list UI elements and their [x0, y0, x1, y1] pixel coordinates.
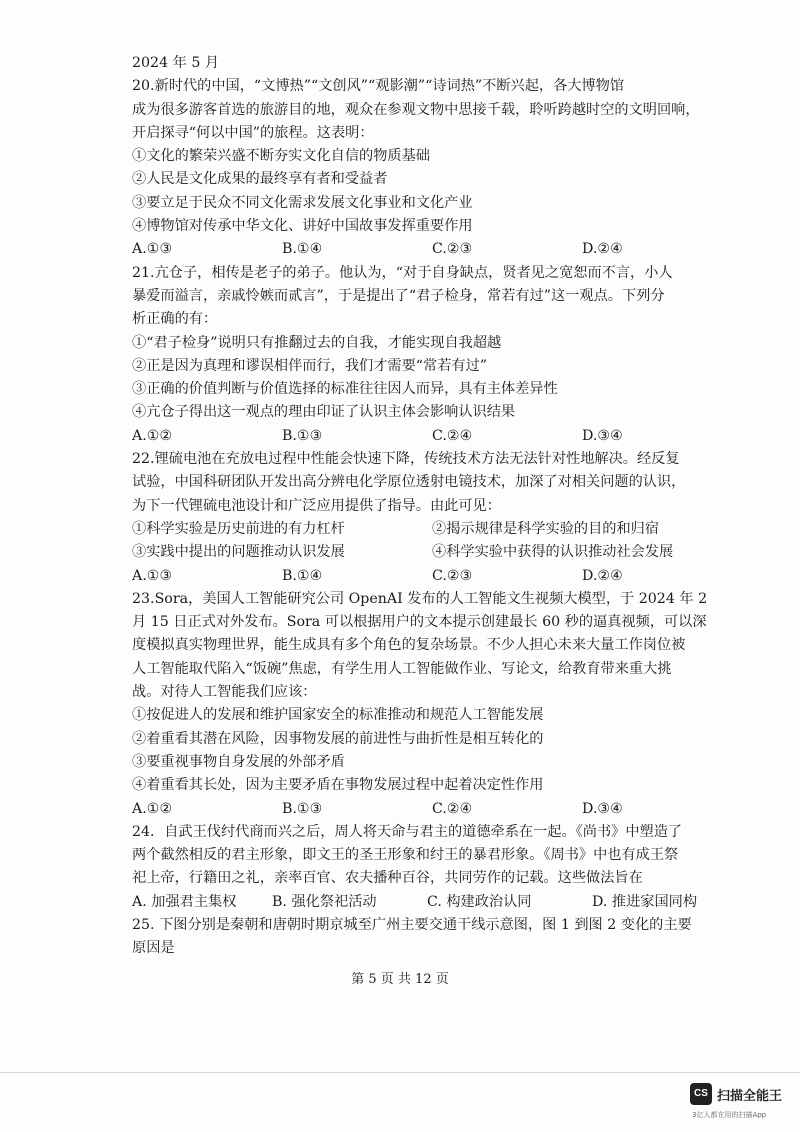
q24-option-d: D. 推进家国同构 [592, 893, 698, 910]
camscanner-logo-icon: CS [690, 1083, 712, 1105]
q20-option-d: D.②④ [582, 241, 623, 258]
q20-line: 20.新时代的中国，“文博热”“文创风”“观影潮”“诗词热”不断兴起，各大博物馆 [132, 78, 625, 95]
q21-options [132, 425, 732, 448]
q23-option-a: A.①② [132, 800, 173, 817]
q21-statement: ①“君子检身”说明只有推翻过去的自我，才能实现自我超越 [132, 334, 502, 351]
scanner-watermark [690, 1083, 790, 1123]
q23-statement: ④着重看其长处，因为主要矛盾在事物发展过程中起着决定性作用 [132, 777, 544, 794]
page-content [132, 52, 732, 961]
q21-line: 暴爱而溢言，亲戚怜嫉而贰言”，于是提出了“君子检身，常若有过”这一观点。下列分 [132, 287, 665, 304]
q21-statement: ④亢仓子得出这一观点的理由印证了认识主体会影响认识结果 [132, 404, 516, 421]
q21-option-a: A.①② [132, 427, 173, 444]
question-23 [132, 588, 732, 821]
watermark-name: 扫描全能王 [717, 1089, 783, 1104]
q22-statement: ③实践中提出的问题推动认识发展 [132, 544, 345, 561]
q21-line: 析正确的有： [132, 311, 218, 328]
q24-option-c: C. 构建政治认同 [427, 893, 532, 910]
q20-options [132, 238, 732, 261]
q22-statement: ④科学实验中获得的认识推动社会发展 [432, 544, 674, 561]
q22-statement: ①科学实验是历史前进的有力杠杆 [132, 520, 345, 537]
q22-line: 22.锂硫电池在充放电过程中性能会快速下降，传统技术方法无法针对性地解决。经反复 [132, 451, 680, 468]
q20-option-c: C.②③ [432, 241, 473, 258]
question-20 [132, 75, 732, 261]
q23-line: 战。对待人工智能我们应该： [132, 684, 317, 701]
q22-statement: ②揭示规律是科学实验的目的和归宿 [432, 520, 660, 537]
q23-line: 人工智能取代陷入“饭碗”焦虑，有学生用人工智能做作业、写论文，给教育带来重大挑 [132, 660, 672, 677]
q24-option-b: B. 强化祭祀活动 [272, 893, 377, 910]
page-number: 第 5 页 共 12 页 [351, 972, 449, 987]
q23-line: 度模拟真实物理世界，能生成具有多个角色的复杂场景。不少人担心未来大量工作岗位被 [132, 637, 686, 654]
q23-option-c: C.②④ [432, 800, 473, 817]
q23-option-b: B.①③ [282, 800, 323, 817]
q24-line: 祀上帝，行籍田之礼，亲率百官、农夫播种百谷，共同劳作的记载。这些做法旨在 [132, 870, 643, 887]
q24-option-a: A. 加强君主集权 [132, 893, 237, 910]
q24-line: 两个截然相反的君主形象，即文王的圣王形象和纣王的暴君形象。《周书》中也有成王祭 [132, 847, 679, 864]
q25-line: 原因是 [132, 940, 175, 957]
q21-option-b: B.①③ [282, 427, 323, 444]
q22-line: 为下一代锂硫电池设计和广泛应用提供了指导。由此可见： [132, 497, 501, 514]
q22-option-a: A.①③ [132, 567, 173, 584]
divider [0, 1072, 800, 1073]
q23-options [132, 798, 732, 821]
q20-statement: ①文化的繁荣兴盛不断夯实文化自信的物质基础 [132, 148, 430, 165]
q21-option-c: C.②④ [432, 427, 473, 444]
q22-option-b: B.①④ [282, 567, 323, 584]
watermark-tagline: 3亿人都在用的扫描App [692, 1111, 767, 1119]
q22-line: 试验，中国科研团队开发出高分辨电化学原位透射电镜技术，加深了对相关问题的认识， [132, 474, 686, 491]
q20-line: 开启探寻“何以中国”的旅程。这表明： [132, 124, 374, 141]
q22-statement-row [132, 541, 732, 564]
q20-option-a: A.①③ [132, 241, 173, 258]
q23-statement: ①按促进人的发展和维护国家安全的标准推动和规范人工智能发展 [132, 707, 544, 724]
q21-line: 21.亢仓子，相传是老子的弟子。他认为，“对于自身缺点，贤者见之宽恕而不言，小人 [132, 264, 673, 281]
q20-statement: ④博物馆对传承中华文化、讲好中国故事发挥重要作用 [132, 218, 473, 235]
q21-option-d: D.③④ [582, 427, 623, 444]
question-25 [132, 914, 732, 961]
question-22 [132, 448, 732, 588]
q22-option-c: C.②③ [432, 567, 473, 584]
q22-option-d: D.②④ [582, 567, 623, 584]
q20-statement: ③要立足于民众不同文化需求发展文化事业和文化产业 [132, 194, 473, 211]
q21-statement: ③正确的价值判断与价值选择的标准往往因人而异，具有主体差异性 [132, 381, 558, 398]
q23-statement: ②着重看其潜在风险，因事物发展的前进性与曲折性是相互转化的 [132, 730, 544, 747]
question-21 [132, 262, 732, 448]
q23-statement: ③要重视事物自身发展的外部矛盾 [132, 753, 345, 770]
q25-line: 25. 下图分别是秦朝和唐朝时期京城至广州主要交通干线示意图，图 1 到图 2 变化的主要 [132, 916, 692, 933]
q20-option-b: B.①④ [282, 241, 323, 258]
q22-statement-row [132, 518, 732, 541]
q24-options [132, 891, 732, 914]
q23-line: 23.Sora，美国人工智能研究公司 OpenAI 发布的人工智能文生视频大模型，于 2024 年 2 [132, 590, 708, 607]
q20-statement: ②人民是文化成果的最终享有者和受益者 [132, 171, 388, 188]
q23-option-d: D.③④ [582, 800, 623, 817]
q20-line: 成为很多游客首选的旅游目的地，观众在参观文物中思接千载，聆听跨越时空的文明回响， [132, 101, 700, 118]
q23-line: 月 15 日正式对外发布。Sora 可以根据用户的文本提示创建最长 60 秒的逼真视频，可以深 [132, 614, 707, 631]
q21-statement: ②正是因为真理和谬误相伴而行，我们才需要“常若有过” [132, 357, 488, 374]
q22-options [132, 565, 732, 588]
q24-line: 24．自武王伐纣代商而兴之后，周人将天命与君主的道德牵系在一起。《尚书》中塑造了 [132, 823, 683, 840]
question-24 [132, 821, 732, 914]
exam-date: 2024 年 5 月 [132, 55, 220, 71]
